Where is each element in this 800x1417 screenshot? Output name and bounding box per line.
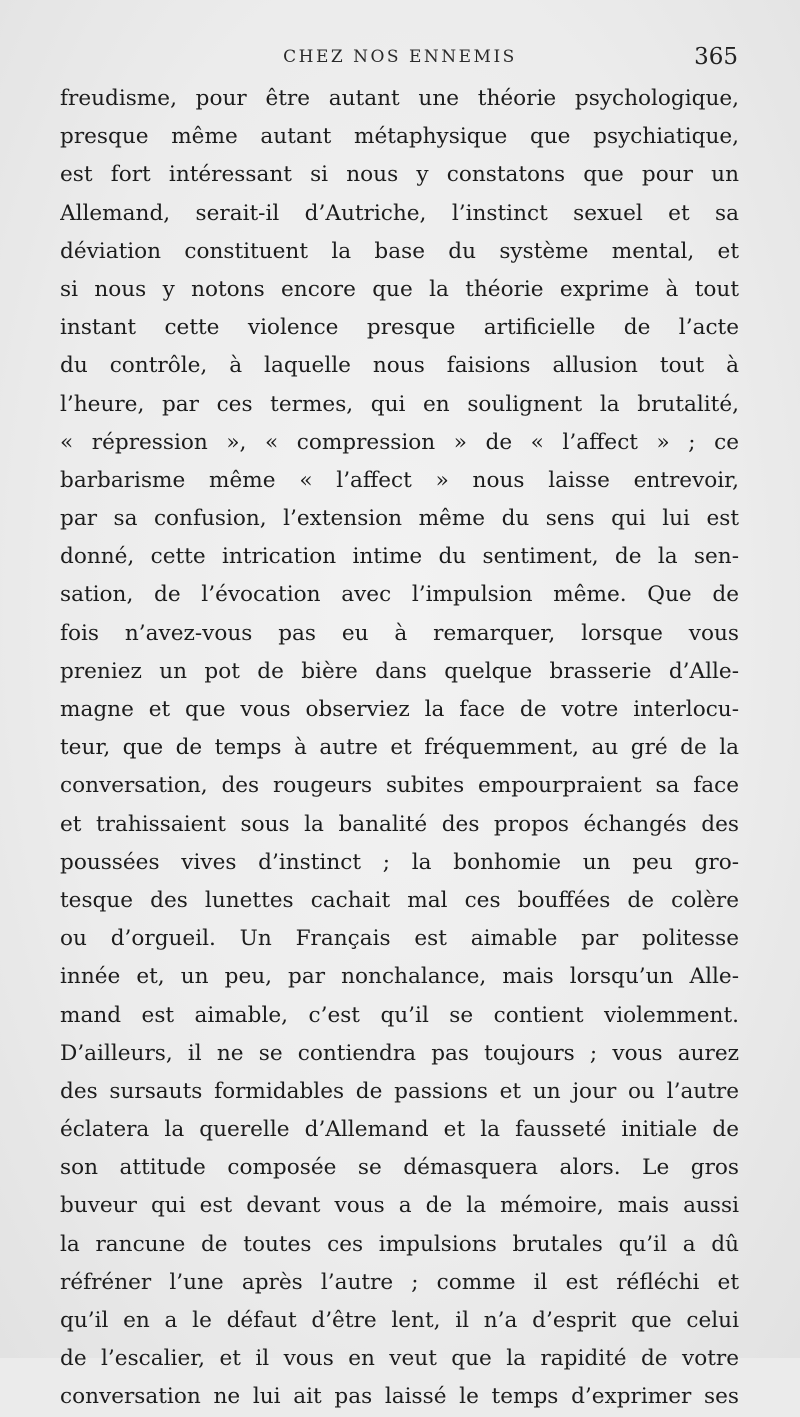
text-line: donné, cette intrication intime du sentiment, de la sen- xyxy=(60,544,739,570)
text-line: fois n’avez-vous pas eu à remarquer, lorsque vous xyxy=(60,620,739,646)
text-line: mand est aimable, c’est qu’il se contient violemment. xyxy=(60,1002,739,1028)
text-line: ou d’orgueil. Un Français est aimable par politesse xyxy=(60,926,739,952)
text-line: sation, de l’évocation avec l’impulsion même. Que de xyxy=(60,582,739,608)
text-line: presque même autant métaphysique que psychiatique, xyxy=(60,124,739,150)
text-line: conversation ne lui ait pas laissé le temps d’exprimer ses xyxy=(60,1384,739,1410)
text-line: qu’il en a le défaut d’être lent, il n’a d’esprit que celui xyxy=(60,1308,739,1333)
text-line: poussées vives d’instinct ; la bonhomie un peu gro- xyxy=(60,849,739,875)
text-line: conversation, des rougeurs subites empourpraient sa face xyxy=(60,773,739,799)
text-line: barbarisme même « l’affect » nous laisse entrevoir, xyxy=(60,467,739,493)
text-line: son attitude composée se démasquera alors. Le gros xyxy=(60,1155,739,1181)
text-line: et trahissaient sous la banalité des propos échangés des xyxy=(60,811,739,837)
text-line: par sa confusion, l’extension même du sens qui lui est xyxy=(60,506,739,532)
text-line: éclatera la querelle d’Allemand et la fausseté initiale de xyxy=(60,1117,739,1143)
text-line: D’ailleurs, il ne se contiendra pas toujours ; vous aurez xyxy=(60,1040,739,1066)
text-line: Allemand, serait-il d’Autriche, l’instinct sexuel et sa xyxy=(60,200,739,226)
text-line: réfréner l’une après l’autre ; comme il est réfléchi et xyxy=(60,1269,739,1295)
text-line: freudisme, pour être autant une théorie psychologique, xyxy=(60,86,739,111)
page-number: 365 xyxy=(694,44,738,70)
running-title: CHEZ NOS ENNEMIS xyxy=(283,47,517,67)
text-line: du contrôle, à laquelle nous faisions allusion tout à xyxy=(60,353,739,379)
body-text xyxy=(60,80,739,1417)
text-line: innée et, un peu, par nonchalance, mais lorsqu’un Alle- xyxy=(60,964,739,990)
text-line: déviation constituent la base du système mental, et xyxy=(60,238,739,264)
text-line: buveur qui est devant vous a de la mémoire, mais aussi xyxy=(60,1193,739,1219)
text-line: si nous y notons encore que la théorie exprime à tout xyxy=(60,276,739,302)
running-head xyxy=(60,44,740,74)
text-line: « répression », « compression » de « l’affect » ; ce xyxy=(60,429,739,455)
text-line: tesque des lunettes cachait mal ces bouffées de colère xyxy=(60,887,739,913)
text-line: des sursauts formidables de passions et un jour ou l’autre xyxy=(60,1078,739,1104)
text-line: preniez un pot de bière dans quelque brasserie d’Alle- xyxy=(60,658,739,684)
text-line: la rancune de toutes ces impulsions brutales qu’il a dû xyxy=(60,1231,739,1257)
text-line: instant cette violence presque artificielle de l’acte xyxy=(60,315,739,341)
text-line: l’heure, par ces termes, qui en soulignent la brutalité, xyxy=(60,391,739,417)
text-line: est fort intéressant si nous y constatons que pour un xyxy=(60,162,739,188)
text-line: magne et que vous observiez la face de votre interlocu- xyxy=(60,697,739,722)
text-line: teur, que de temps à autre et fréquemment, au gré de la xyxy=(60,735,739,761)
text-line: de l’escalier, et il vous en veut que la rapidité de votre xyxy=(60,1346,739,1372)
